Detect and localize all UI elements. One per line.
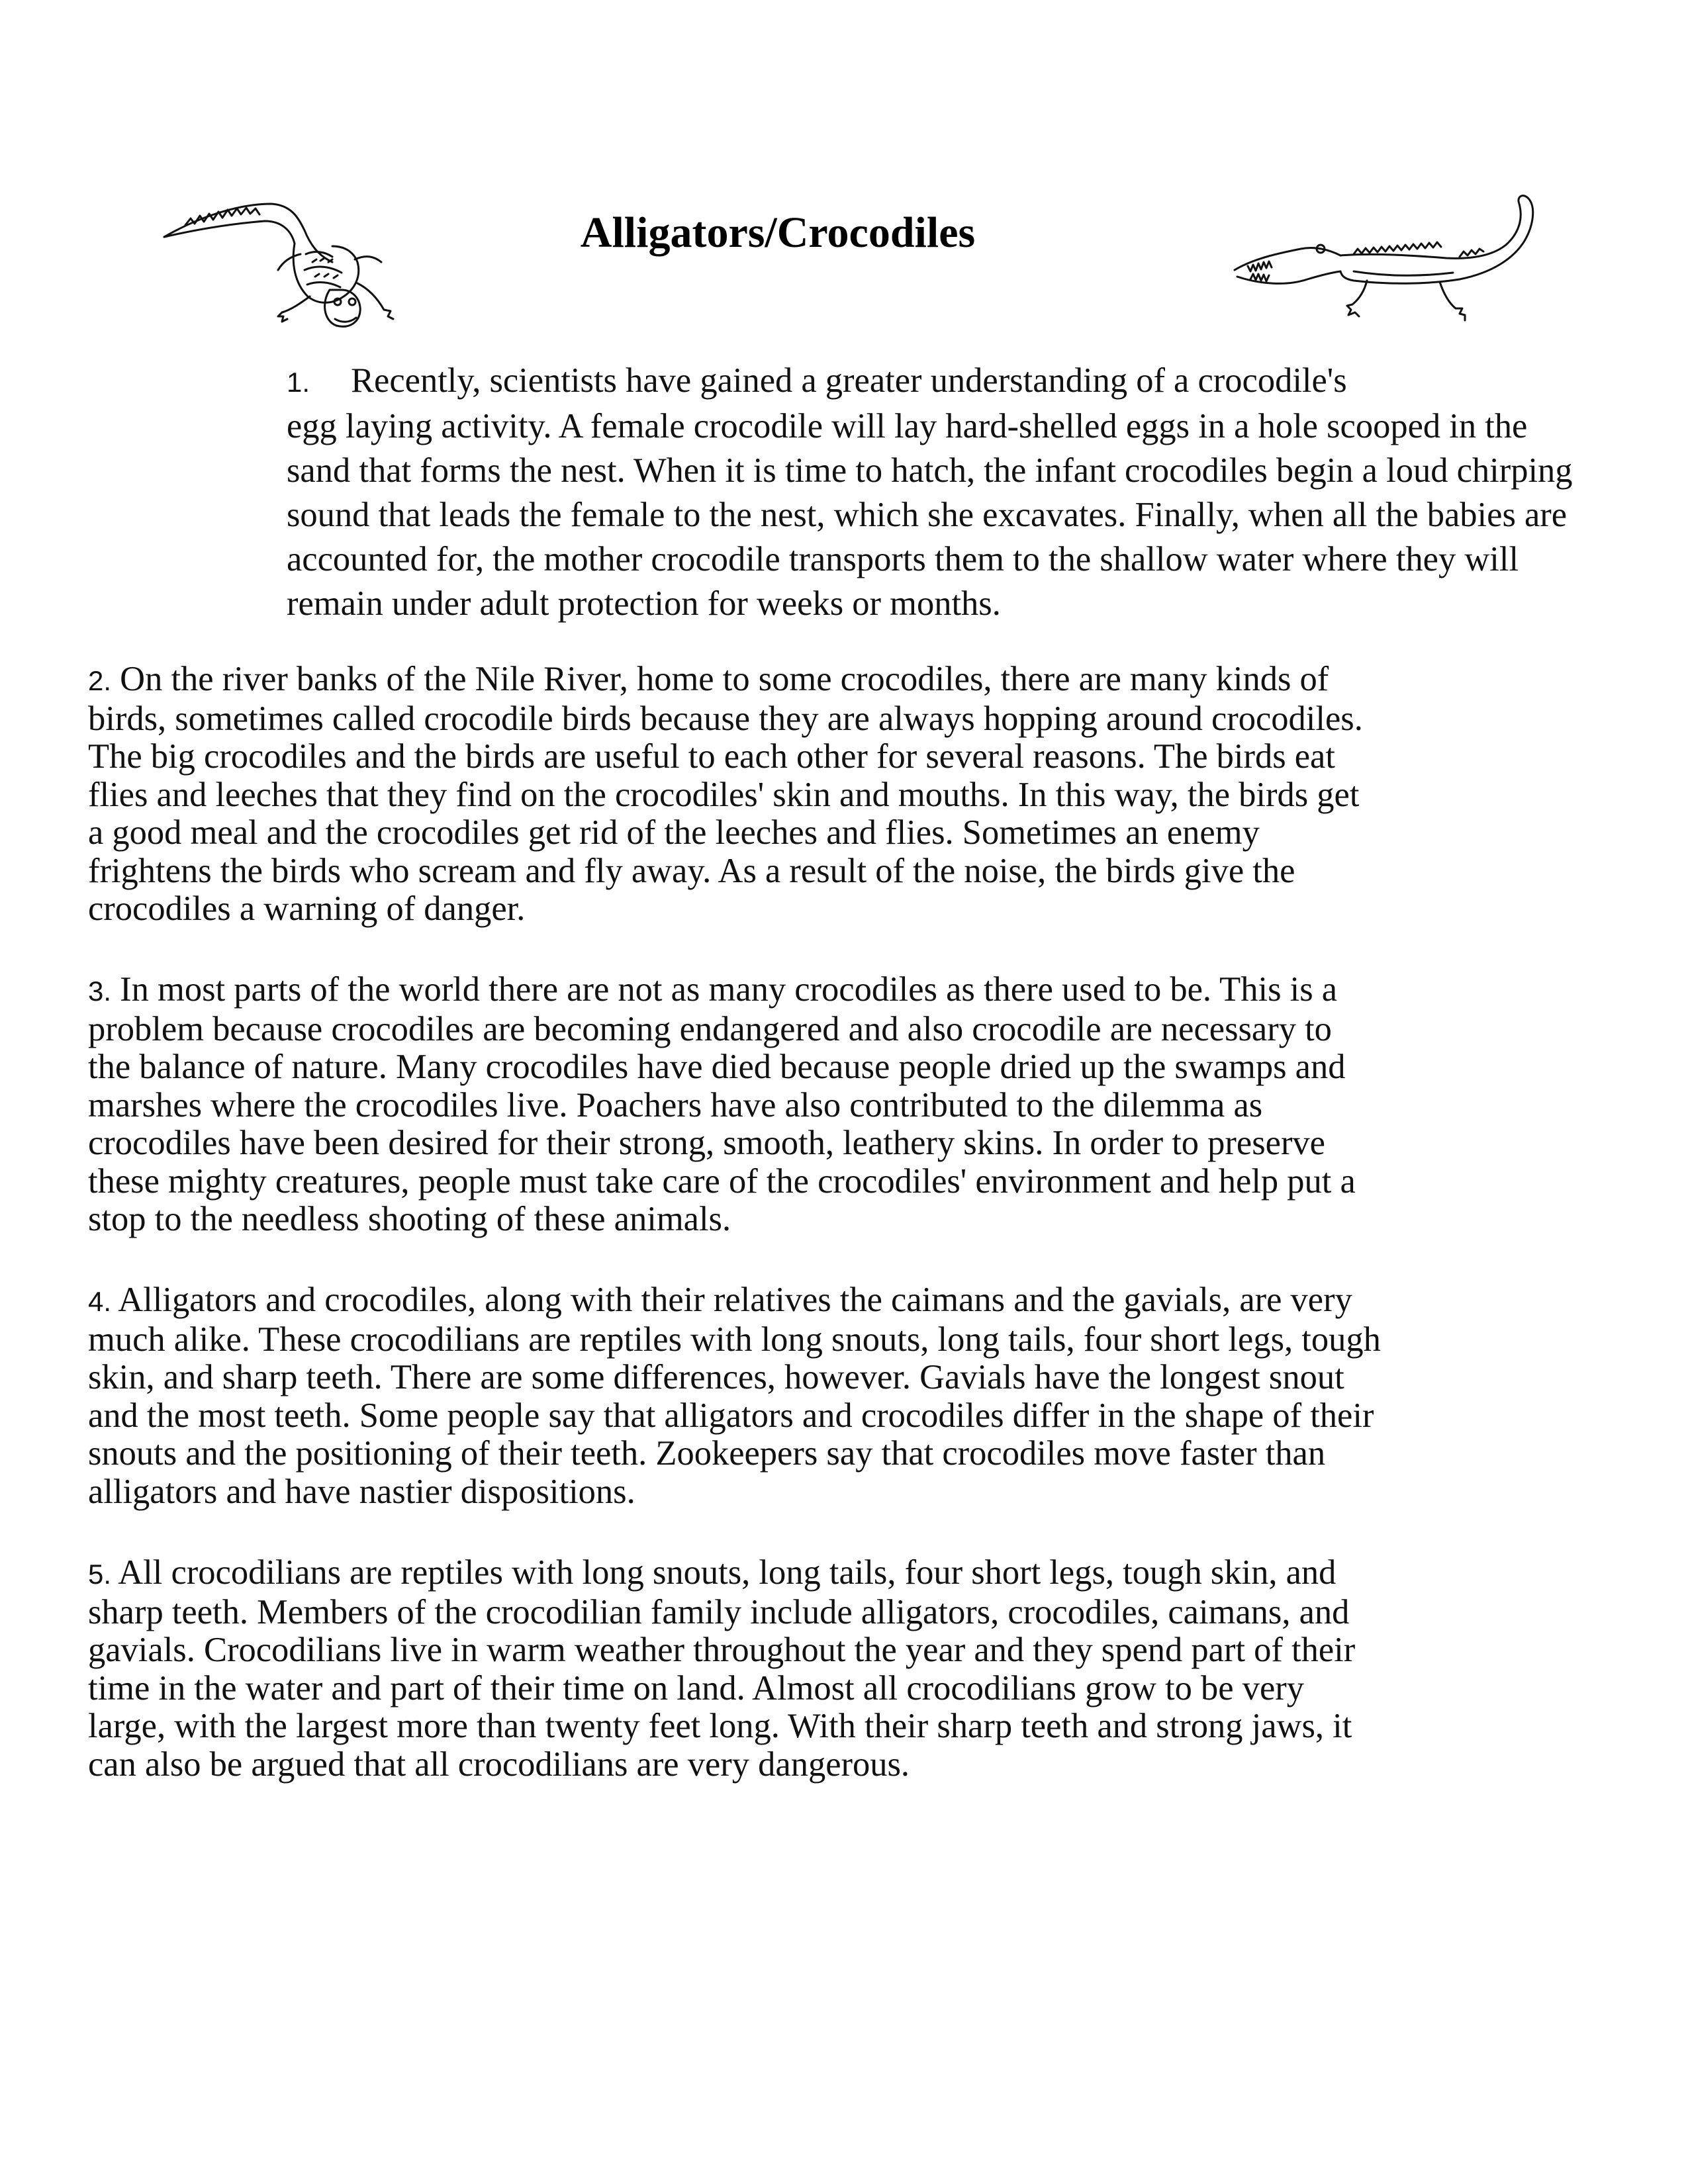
paragraph-line: time in the water and part of their time on land. Almost all crocodilians grow to be very xyxy=(88,1668,1305,1707)
paragraph-line: sharp teeth. Members of the crocodilian family include alligators, crocodiles, caimans, and xyxy=(88,1592,1350,1631)
paragraph-line: snouts and the positioning of their teeth. Zookeepers say that crocodiles move faster than xyxy=(88,1434,1326,1473)
paragraph-line: On the river banks of the Nile River, home to some crocodiles, there are many kinds of xyxy=(120,660,1329,698)
paragraph-line: remain under adult protection for weeks or months. xyxy=(287,584,1001,623)
paragraph-line: problem because crocodiles are becoming endangered and also crocodile are necessary to xyxy=(88,1009,1332,1048)
paragraph-line: stop to the needless shooting of these animals. xyxy=(88,1200,731,1238)
paragraph-line: flies and leeches that they find on the crocodiles' skin and mouths. In this way, the birds get xyxy=(88,775,1360,814)
paragraph-line: gavials. Crocodilians live in warm weather throughout the year and they spend part of their xyxy=(88,1631,1356,1669)
paragraph-5 xyxy=(88,1554,1564,1784)
paragraph-number: 1. xyxy=(287,367,310,398)
paragraph-line: All crocodilians are reptiles with long snouts, long tails, four short legs, tough skin, and xyxy=(118,1553,1336,1592)
paragraph-line: sand that forms the nest. When it is time to hatch, the infant crocodiles begin a loud chirping xyxy=(287,451,1573,490)
paragraph-line: In most parts of the world there are not as many crocodiles as there used to be. This is a xyxy=(120,970,1338,1009)
paragraph-line: Recently, scientists have gained a greater understanding of a crocodile's xyxy=(351,361,1347,400)
paragraph-number: 2. xyxy=(88,665,112,696)
paragraph-line: a good meal and the crocodiles get rid of the leeches and flies. Sometimes an enemy xyxy=(88,813,1260,852)
paragraph-line: birds, sometimes called crocodile birds because they are always hopping around crocodiles. xyxy=(88,699,1363,738)
paragraph-line: The big crocodiles and the birds are useful to each other for several reasons. The birds eat xyxy=(88,737,1335,776)
paragraph-line: Alligators and crocodiles, along with their relatives the caimans and the gavials, are very xyxy=(118,1281,1352,1319)
paragraph-number: 4. xyxy=(88,1286,112,1317)
paragraph-line: these mighty creatures, people must take care of the crocodiles' environment and help put a xyxy=(88,1161,1356,1201)
paragraph-line: much alike. These crocodilians are reptiles with long snouts, long tails, four short legs, tough xyxy=(88,1320,1381,1359)
paragraph-line: alligators and have nastier dispositions. xyxy=(88,1472,635,1511)
paragraph-line: accounted for, the mother crocodile transports them to the shallow water where they will xyxy=(287,540,1519,578)
paragraph-line: large, with the largest more than twenty feet long. With their sharp teeth and strong jaws, it xyxy=(88,1707,1352,1745)
paragraph-line: can also be argued that all crocodilians are very dangerous. xyxy=(88,1745,910,1784)
paragraph-1 xyxy=(88,359,1573,626)
crocodile-illustration xyxy=(1228,192,1546,331)
paragraph-3 xyxy=(88,971,1564,1239)
paragraph-line: sound that leads the female to the nest, which she excavates. Finally, when all the babies are xyxy=(287,496,1568,534)
paragraph-line: and the most teeth. Some people say that alligators and crocodiles differ in the shape of their xyxy=(88,1396,1374,1435)
paragraph-line: crocodiles have been desired for their strong, smooth, leathery skins. In order to preserve xyxy=(88,1124,1325,1162)
paragraph-line: egg laying activity. A female crocodile will lay hard-shelled eggs in a hole scooped in the xyxy=(287,407,1528,445)
page-title: Alligators/Crocodiles xyxy=(580,208,976,257)
paragraph-line: skin, and sharp teeth. There are some differences, however. Gavials have the longest snout xyxy=(88,1358,1344,1396)
paragraph-line: marshes where the crocodiles live. Poachers have also contributed to the dilemma as xyxy=(88,1085,1263,1124)
paragraph-4 xyxy=(88,1281,1564,1511)
alligator-illustration xyxy=(159,191,404,330)
paragraph-number: 3. xyxy=(88,976,112,1007)
paragraph-2 xyxy=(88,660,1564,929)
paragraph-line: crocodiles a warning of danger. xyxy=(88,889,526,928)
paragraph-line: the balance of nature. Many crocodiles have died because people dried up the swamps and xyxy=(88,1048,1346,1086)
paragraph-line: frightens the birds who scream and fly away. As a result of the noise, the birds give the xyxy=(88,851,1295,890)
paragraph-number: 5. xyxy=(88,1559,112,1590)
